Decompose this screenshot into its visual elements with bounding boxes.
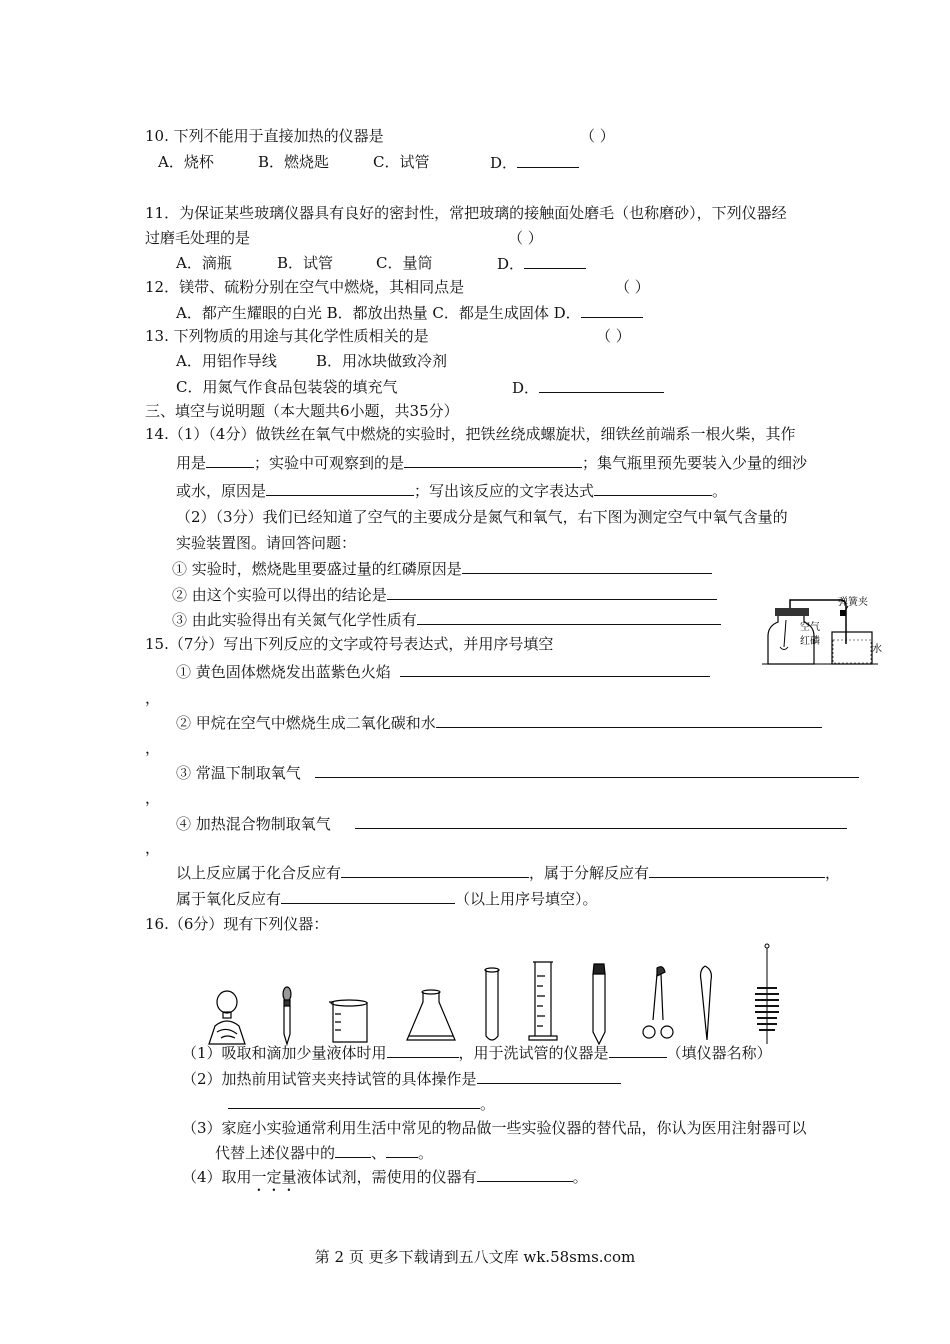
q15-item3: ③ 常温下制取氧气 bbox=[176, 762, 859, 783]
q15-comma: ， bbox=[145, 689, 161, 707]
conical-flask-icon bbox=[407, 990, 455, 1040]
blank[interactable] bbox=[477, 1068, 621, 1084]
blank[interactable] bbox=[581, 302, 643, 318]
blank[interactable] bbox=[404, 452, 582, 468]
q13-paren: （ ） bbox=[596, 327, 631, 345]
instruments-figure bbox=[195, 940, 795, 1046]
q16-part2: （2）加热前用试管夹夹持试管的具体操作是 bbox=[182, 1068, 621, 1089]
blank[interactable] bbox=[281, 888, 455, 904]
q11-option-d: D． bbox=[497, 253, 586, 274]
q15-stem: 15.（7分）写出下列反应的文字或符号表达式，并用序号填空 bbox=[145, 635, 554, 653]
blank[interactable] bbox=[524, 253, 586, 269]
q15-summary2: 属于氧化反应有 （以上用序号填空）。 bbox=[176, 890, 598, 908]
q16-part3-cont: 代替上述仪器中的 、 。 bbox=[215, 1144, 434, 1162]
q12-stem: 12．镁带、硫粉分别在空气中燃烧，其相同点是 bbox=[145, 278, 465, 296]
blank[interactable] bbox=[477, 1166, 573, 1182]
q12-options: A．都产生耀眼的白光 B．都放出热量 C．都是生成固体 D． bbox=[176, 302, 643, 323]
dropper-icon bbox=[283, 987, 291, 1044]
q11-line1: 11．为保证某些玻璃仪器具有良好的密封性，常把玻璃的接触面处磨毛（也称磨砂），下列仪器经 bbox=[145, 204, 787, 222]
q10-option-d: D． bbox=[490, 152, 579, 173]
q15-item4: ④ 加热混合物制取氧气 bbox=[176, 813, 847, 834]
blank[interactable] bbox=[355, 813, 847, 829]
blank[interactable] bbox=[228, 1093, 480, 1109]
q10-stem: 10. 下列不能用于直接加热的仪器是 bbox=[145, 127, 384, 145]
alcohol-lamp-icon bbox=[209, 991, 245, 1044]
blank[interactable] bbox=[609, 1042, 667, 1058]
q16-part3: （3）家庭小实验通常利用生活中常见的物品做一些实验仪器的替代品，你认为医用注射器可以 bbox=[182, 1119, 807, 1137]
q11-option-b: B．试管 bbox=[277, 254, 334, 272]
q13-option-d: D． bbox=[512, 377, 664, 398]
q13-option-b: B．用冰块做致冷剂 bbox=[316, 352, 448, 370]
blank[interactable] bbox=[206, 452, 254, 468]
q10-option-c: C．试管 bbox=[373, 153, 430, 171]
blank[interactable] bbox=[387, 1042, 459, 1058]
blank[interactable] bbox=[436, 712, 822, 728]
q15-comma: ， bbox=[145, 789, 161, 807]
blank[interactable] bbox=[386, 1142, 418, 1158]
q14-sub3: ③ 由此实验得出有关氮气化学性质有 bbox=[172, 609, 721, 630]
beaker-icon bbox=[329, 1000, 367, 1042]
pen-knife-icon bbox=[593, 964, 605, 1044]
q14-line1: 14.（1）（4分）做铁丝在氧气中燃烧的实验时，把铁丝绕成螺旋状，细铁丝前端系一根火柴，其作 bbox=[145, 425, 796, 443]
blank[interactable] bbox=[387, 584, 717, 600]
q15-comma: ， bbox=[145, 739, 161, 757]
q15-comma: ， bbox=[145, 839, 161, 857]
q13-option-a: A．用铝作导线 bbox=[176, 352, 277, 370]
q13-option-c: C．用氮气作食品包装袋的填充气 bbox=[176, 378, 398, 396]
q14-sub1: ① 实验时，燃烧匙里要盛过量的红磷原因是 bbox=[172, 558, 712, 579]
q13-stem: 13. 下列物质的用途与其化学性质相关的是 bbox=[145, 327, 429, 345]
blank[interactable] bbox=[462, 558, 712, 574]
blank[interactable] bbox=[341, 862, 529, 878]
q10-option-b: B．燃烧匙 bbox=[258, 153, 330, 171]
q16-part4: （4）取用一定量液体试剂，需使用的仪器有 。 bbox=[182, 1168, 588, 1186]
blank[interactable] bbox=[417, 609, 721, 625]
tweezers-icon bbox=[701, 966, 712, 1040]
oxygen-content-apparatus-figure bbox=[760, 592, 880, 670]
q11-line2: 过磨毛处理的是 bbox=[145, 229, 251, 247]
blank[interactable] bbox=[400, 661, 710, 677]
test-tube-brush-icon bbox=[755, 944, 779, 1044]
q14-line3: 或水，原因是 ；写出该反应的文字表达式 。 bbox=[176, 482, 728, 500]
q11-option-c: C．量筒 bbox=[376, 254, 433, 272]
q11-option-a: A．滴瓶 bbox=[176, 254, 232, 272]
blank[interactable] bbox=[266, 480, 414, 496]
q16-part2-cont: 。 bbox=[228, 1093, 495, 1114]
q14-sub2: ② 由这个实验可以得出的结论是 bbox=[172, 584, 717, 605]
blank[interactable] bbox=[539, 377, 664, 393]
blank[interactable] bbox=[517, 152, 579, 168]
section-heading: 三、填空与说明题（本大题共6小题，共35分） bbox=[145, 402, 459, 420]
q15-summary1: 以上反应属于化合反应有 ，属于分解反应有 ， bbox=[176, 864, 841, 882]
q14-line5: 实验装置图。请回答问题： bbox=[176, 534, 357, 552]
blank[interactable] bbox=[594, 480, 712, 496]
q10-paren: （ ） bbox=[580, 127, 615, 145]
blank[interactable] bbox=[335, 1142, 371, 1158]
graduated-cylinder-icon bbox=[529, 962, 557, 1040]
q10-option-a: A．烧杯 bbox=[158, 153, 214, 171]
q14-line2: 用是 ；实验中可观察到的是 ；集气瓶里预先要装入少量的细沙 bbox=[176, 454, 808, 472]
blank[interactable] bbox=[315, 762, 859, 778]
test-tube-icon bbox=[485, 968, 499, 1040]
label-clamp: 弹簧夹 bbox=[838, 597, 868, 608]
q12-paren: （ ） bbox=[615, 278, 650, 296]
crucible-tongs-icon bbox=[643, 967, 673, 1038]
q15-item1: ① 黄色固体燃烧发出蓝紫色火焰 bbox=[176, 661, 710, 682]
q11-paren: （ ） bbox=[508, 229, 543, 247]
page-footer: 第 2 页 更多下载请到五八文库 wk.58sms.com bbox=[314, 1248, 636, 1266]
q16-part1: （1）吸取和滴加少量液体时用 ，用于洗试管的仪器是 （填仪器名称） bbox=[182, 1044, 772, 1062]
label-air: 空气 bbox=[800, 622, 820, 633]
label-red-phosphorus: 红磷 bbox=[800, 636, 820, 647]
label-water: 水 bbox=[872, 644, 882, 655]
blank[interactable] bbox=[649, 862, 825, 878]
q16-stem: 16.（6分）现有下列仪器： bbox=[145, 915, 329, 933]
q14-line4: （2）（3分）我们已经知道了空气的主要成分是氮气和氧气，右下图为测定空气中氧气含量的 bbox=[176, 508, 788, 526]
q15-item2: ② 甲烷在空气中燃烧生成二氧化碳和水 bbox=[176, 712, 822, 733]
